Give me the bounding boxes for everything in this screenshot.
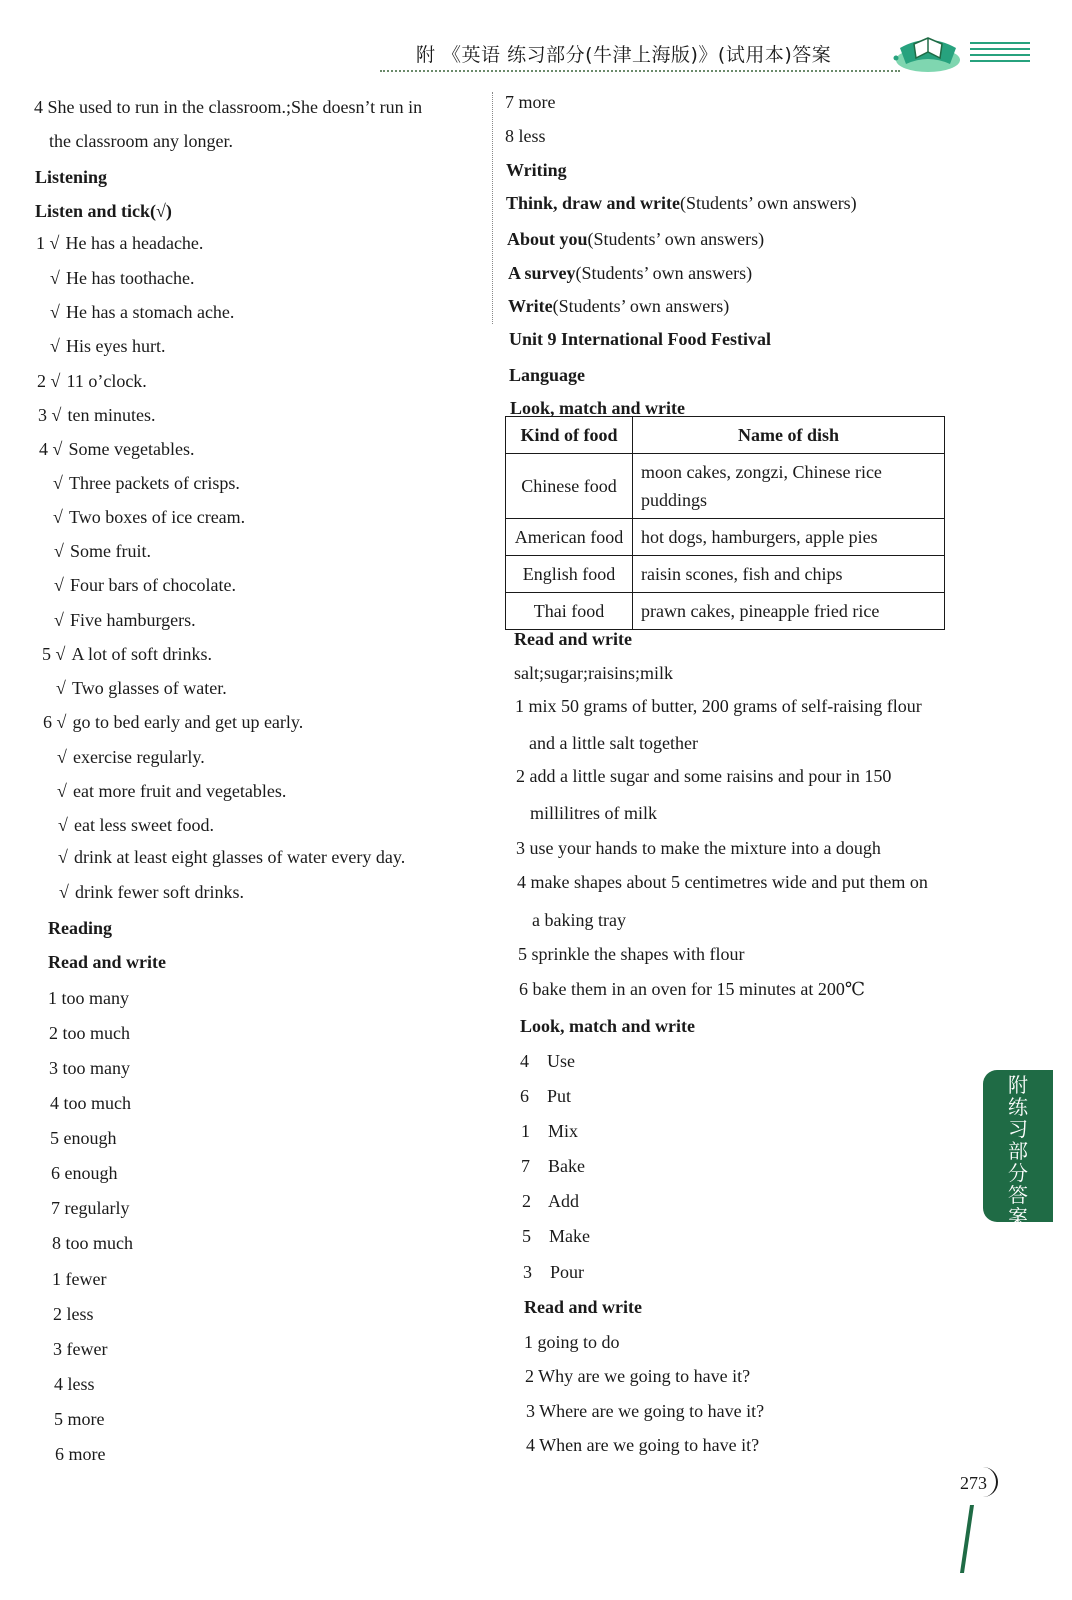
checkmark-icon: √ <box>54 575 64 595</box>
answer-line <box>59 881 244 903</box>
section-heading: Read and write <box>48 952 166 972</box>
answer-line: 4 Use <box>520 1051 575 1071</box>
table-cell-dish: prawn cakes, pineapple fried rice <box>633 593 945 630</box>
answer-line <box>42 643 212 665</box>
answer-line <box>50 301 234 323</box>
answer-line: 2 Why are we going to have it? <box>525 1366 751 1386</box>
answer-line <box>54 540 151 562</box>
answer-line <box>50 335 165 357</box>
side-tab-char: 部 <box>1008 1139 1028 1163</box>
answer-line <box>37 370 147 392</box>
item-number: 3 <box>38 405 52 425</box>
side-tab-char: 练 <box>1008 1095 1028 1119</box>
answer-line: 6 more <box>55 1444 106 1464</box>
section-heading: Language <box>509 365 586 385</box>
answer-line <box>38 404 156 426</box>
section-line <box>506 192 857 214</box>
answer-line: salt;sugar;raisins;milk <box>514 663 673 683</box>
checkmark-icon: √ <box>57 747 67 767</box>
table-row <box>506 556 945 593</box>
side-tab-char: 答 <box>1008 1183 1028 1207</box>
checkmark-icon: √ <box>56 678 66 698</box>
table-row <box>506 593 945 630</box>
checkmark-icon: √ <box>59 882 69 902</box>
checkmark-icon: √ <box>53 507 63 527</box>
table-cell-dish: raisin scones, fish and chips <box>633 556 945 593</box>
answer-text: Five hamburgers. <box>70 610 196 630</box>
section-heading: Listen and tick(√) <box>35 201 172 221</box>
answer-text: Three packets of crisps. <box>69 473 240 493</box>
item-number: 6 <box>43 712 57 732</box>
answer-line: 2 too much <box>49 1023 130 1043</box>
section-heading: Look, match and write <box>520 1016 695 1036</box>
checkmark-icon: √ <box>53 473 63 493</box>
answer-line <box>39 438 194 460</box>
answer-line: 3 Pour <box>523 1262 585 1282</box>
answer-line <box>53 472 240 494</box>
checkmark-icon: √ <box>50 268 60 288</box>
checkmark-icon: √ <box>50 302 60 322</box>
answer-line: 3 fewer <box>53 1339 108 1359</box>
section-heading: Read and write <box>524 1297 642 1317</box>
answer-text: He has toothache. <box>66 268 195 288</box>
section-line <box>509 328 771 350</box>
answer-line <box>36 232 203 254</box>
answer-text: ten minutes. <box>67 405 156 425</box>
section-heading: Write <box>508 296 553 316</box>
answer-line: 1 too many <box>48 988 129 1008</box>
section-line <box>507 228 764 250</box>
section-line <box>508 295 729 317</box>
table-cell-kind: Chinese food <box>506 454 633 519</box>
page-number-arc <box>982 1467 998 1497</box>
answer-text: 11 o’clock. <box>66 371 147 391</box>
answer-line <box>43 711 303 733</box>
answer-line: 8 too much <box>52 1233 133 1253</box>
answer-text: drink fewer soft drinks. <box>75 882 244 902</box>
column-divider <box>492 92 493 324</box>
item-number: 4 <box>39 439 53 459</box>
answer-text: (Students’ own answers) <box>680 193 857 213</box>
table-row <box>506 519 945 556</box>
section-heading: Listening <box>35 167 108 187</box>
checkmark-icon: √ <box>52 439 63 459</box>
answer-line <box>57 746 205 768</box>
item-number: 1 <box>36 233 50 253</box>
table-row <box>506 454 945 519</box>
answer-line: 7 Bake <box>521 1156 585 1176</box>
checkmark-icon: √ <box>54 610 64 630</box>
answer-text: His eyes hurt. <box>66 336 166 356</box>
section-heading: Look, match and write <box>510 398 685 418</box>
answer-text: He has a headache. <box>65 233 204 253</box>
table-cell-kind: American food <box>506 519 633 556</box>
answer-text: Four bars of chocolate. <box>70 575 236 595</box>
side-tab-char: 分 <box>1008 1161 1028 1185</box>
answer-line: 1 mix 50 grams of butter, 200 grams of self-raising flour <box>515 696 922 716</box>
answer-line <box>58 846 405 868</box>
answer-line: 5 more <box>54 1409 105 1429</box>
answer-line: 7 regularly <box>51 1198 130 1218</box>
answer-text: Two boxes of ice cream. <box>69 507 246 527</box>
answer-line: 6 enough <box>51 1163 118 1183</box>
answer-line <box>54 609 196 631</box>
checkmark-icon: √ <box>56 712 67 732</box>
item-number: 2 <box>37 371 51 391</box>
answer-line: and a little salt together <box>529 733 698 753</box>
answer-text: Some vegetables. <box>68 439 195 459</box>
answer-line: 8 less <box>505 126 546 146</box>
checkmark-icon: √ <box>57 781 67 801</box>
side-tab-char: 案 <box>1008 1205 1028 1229</box>
checkmark-icon: √ <box>51 405 62 425</box>
section-line <box>508 262 752 284</box>
table-header-kind: Kind of food <box>506 417 633 454</box>
answer-line: 4 When are we going to have it? <box>526 1435 760 1455</box>
answer-line: 3 Where are we going to have it? <box>526 1401 765 1421</box>
table-cell-kind: English food <box>506 556 633 593</box>
side-tab-char: 习 <box>1008 1117 1028 1141</box>
section-heading: Writing <box>506 160 567 180</box>
section-heading: About you <box>507 229 588 249</box>
answer-text: eat less sweet food. <box>74 815 214 835</box>
answer-line: 1 going to do <box>524 1332 620 1352</box>
answer-text: A lot of soft drinks. <box>71 644 213 664</box>
checkmark-icon: √ <box>58 815 68 835</box>
table-cell-kind: Thai food <box>506 593 633 630</box>
answer-line <box>56 677 227 699</box>
answer-line: 6 bake them in an oven for 15 minutes at 200℃ <box>519 979 866 999</box>
answer-text: (Students’ own answers) <box>552 296 730 316</box>
answer-text: (Students’ own answers) <box>587 229 765 249</box>
answer-line: 3 use your hands to make the mixture into a dough <box>516 838 881 858</box>
answer-text: Some fruit. <box>70 541 151 561</box>
side-tab-char: 附 <box>1008 1073 1028 1097</box>
answer-line: 1 fewer <box>52 1269 107 1289</box>
checkmark-icon: √ <box>50 336 60 356</box>
answer-line: millilitres of milk <box>530 803 657 823</box>
decorative-slash-icon <box>958 1505 978 1575</box>
section-heading: Reading <box>48 918 113 938</box>
answer-line: 4 She used to run in the classroom.;She doesn’t run in <box>34 97 423 117</box>
checkmark-icon: √ <box>54 541 64 561</box>
answer-text: go to bed early and get up early. <box>72 712 304 732</box>
answer-line: 2 less <box>53 1304 94 1324</box>
section-heading: Read and write <box>514 629 632 649</box>
answer-text: eat more fruit and vegetables. <box>73 781 287 801</box>
section-heading: Unit 9 International Food Festival <box>509 329 772 349</box>
answer-text: (Students’ own answers) <box>575 263 753 283</box>
food-table <box>505 416 945 630</box>
answer-line: 1 Mix <box>521 1121 579 1141</box>
section-heading: Think, draw and write <box>506 193 681 213</box>
answer-line <box>57 780 286 802</box>
header-title: 附 《英语 练习部分(牛津上海版)》(试用本)答案 <box>416 44 832 66</box>
table-cell-dish: hot dogs, hamburgers, apple pies <box>633 519 945 556</box>
page-number: 273 <box>960 1473 987 1493</box>
checkmark-icon: √ <box>58 847 68 867</box>
answer-line: 2 add a little sugar and some raisins and pour in 150 <box>516 766 892 786</box>
answer-line: 5 Make <box>522 1226 590 1246</box>
table-cell-dish: moon cakes, zongzi, Chinese rice puddings <box>633 454 945 519</box>
answer-line: 4 less <box>54 1374 95 1394</box>
book-logo-icon <box>892 30 964 74</box>
answer-line: a baking tray <box>532 910 626 930</box>
item-number: 5 <box>42 644 56 664</box>
answer-line <box>58 814 214 836</box>
appendix-side-tab <box>983 1070 1053 1229</box>
answer-line <box>53 506 245 528</box>
answer-line: 2 Add <box>522 1191 580 1211</box>
answer-line: 5 sprinkle the shapes with flour <box>518 944 745 964</box>
answer-line: 4 too much <box>50 1093 131 1113</box>
answer-text: He has a stomach ache. <box>66 302 235 322</box>
answer-line: 7 more <box>505 92 556 112</box>
answer-line: 6 Put <box>520 1086 572 1106</box>
answer-text: drink at least eight glasses of water every day. <box>74 847 406 867</box>
answer-line <box>50 267 194 289</box>
answer-line: the classroom any longer. <box>49 131 233 151</box>
answer-text: exercise regularly. <box>73 747 205 767</box>
checkmark-icon: √ <box>49 233 60 253</box>
section-heading: A survey <box>508 263 576 283</box>
table-header-dish: Name of dish <box>633 417 945 454</box>
answer-line <box>54 574 236 596</box>
answer-line: 4 make shapes about 5 centimetres wide and put them on <box>517 872 928 892</box>
answer-line: 5 enough <box>50 1128 117 1148</box>
header-divider <box>380 70 900 72</box>
page-header <box>380 38 1000 78</box>
header-stripes <box>970 42 1030 70</box>
checkmark-icon: √ <box>55 644 66 664</box>
answer-text: Two glasses of water. <box>72 678 227 698</box>
answer-line: 3 too many <box>49 1058 130 1078</box>
checkmark-icon: √ <box>50 371 61 391</box>
